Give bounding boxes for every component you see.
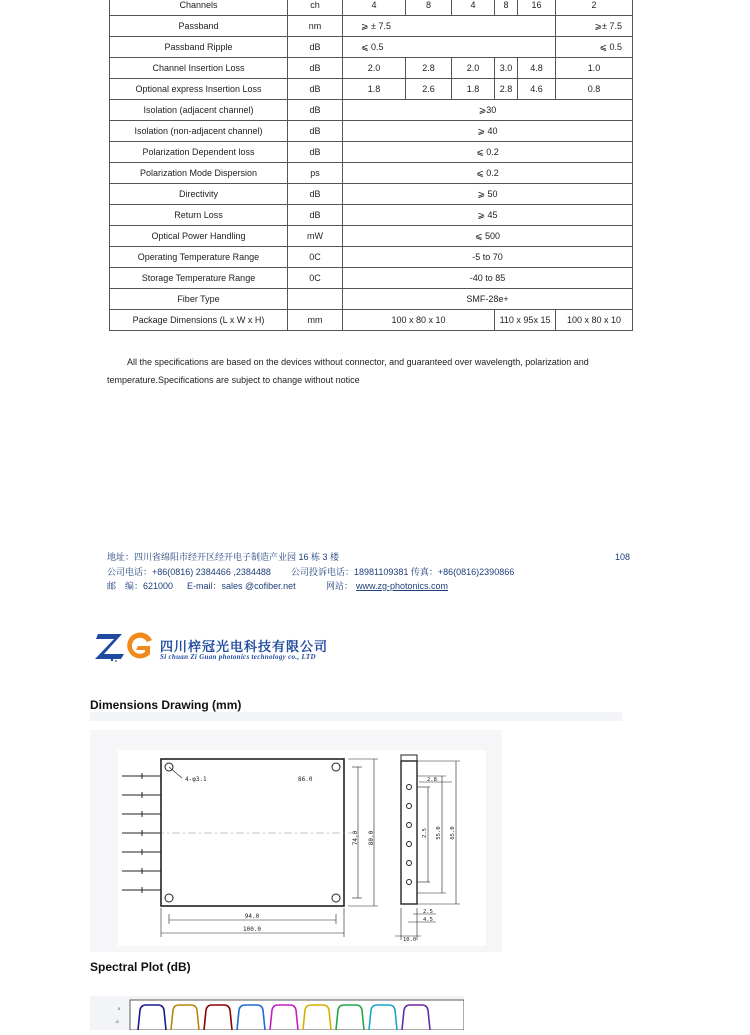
spec-value: ⩾± 7.5 bbox=[556, 16, 633, 37]
spec-row bbox=[110, 289, 633, 310]
spec-row bbox=[110, 58, 633, 79]
dimensions-drawing-panel bbox=[90, 730, 502, 952]
spec-value: 2.6 bbox=[406, 79, 452, 100]
spec-value: -40 to 85 bbox=[343, 268, 633, 289]
spec-unit: mW bbox=[288, 226, 343, 247]
spec-row bbox=[110, 226, 633, 247]
spec-value: 0.8 bbox=[556, 79, 633, 100]
outer-height-label: 80.0 bbox=[368, 830, 375, 846]
footer-email: E-mail：sales @cofiber.net bbox=[187, 581, 296, 591]
spec-value: 100 x 80 x 10 bbox=[556, 310, 633, 331]
spec-row bbox=[110, 100, 633, 121]
spec-unit: dB bbox=[288, 205, 343, 226]
spec-value: 2.8 bbox=[495, 79, 518, 100]
spec-unit bbox=[288, 289, 343, 310]
thick-b-label: 4.5 bbox=[423, 917, 433, 923]
spec-row bbox=[110, 142, 633, 163]
footer-phone: 公司电话：+86(0816) 2384466 ,2384488 bbox=[107, 567, 271, 577]
spec-row bbox=[110, 247, 633, 268]
side-c-label: 2.5 bbox=[422, 828, 428, 838]
spec-value: 1.0 bbox=[556, 58, 633, 79]
spec-param: Optional express Insertion Loss bbox=[110, 79, 288, 100]
spec-param: Polarization Dependent loss bbox=[110, 142, 288, 163]
spectral-plot-panel bbox=[90, 996, 464, 1030]
spec-value: 3.0 bbox=[495, 58, 518, 79]
spec-unit: dB bbox=[288, 58, 343, 79]
spec-row bbox=[110, 37, 633, 58]
company-logo-icon bbox=[94, 630, 156, 662]
spec-param: Channel Insertion Loss bbox=[110, 58, 288, 79]
spec-value: ⩾ 50 bbox=[343, 184, 633, 205]
spec-value: ⩽ 0.2 bbox=[343, 142, 633, 163]
spec-value: 16 bbox=[518, 0, 556, 16]
spectral-plot bbox=[90, 996, 464, 1030]
side-b-label: 65.0 bbox=[450, 826, 456, 840]
spec-value: 4.8 bbox=[518, 58, 556, 79]
spec-row bbox=[110, 16, 633, 37]
spec-unit: dB bbox=[288, 121, 343, 142]
spec-row bbox=[110, 163, 633, 184]
footer-website-link[interactable]: www.zg-photonics.com bbox=[356, 581, 449, 591]
spec-param: Isolation (adjacent channel) bbox=[110, 100, 288, 121]
spec-row bbox=[110, 79, 633, 100]
spec-param: Directivity bbox=[110, 184, 288, 205]
dimensions-drawing bbox=[90, 730, 502, 952]
svg-text:-5: -5 bbox=[115, 1019, 119, 1024]
spec-value: 110 x 95x 15 bbox=[495, 310, 556, 331]
dimensions-title: Dimensions Drawing (mm) bbox=[90, 698, 242, 712]
spec-value: ⩾ 45 bbox=[343, 205, 633, 226]
spec-unit: ch bbox=[288, 0, 343, 16]
spectral-title: Spectral Plot (dB) bbox=[90, 960, 191, 974]
spec-value: ⩾ 40 bbox=[343, 121, 633, 142]
spec-unit: ps bbox=[288, 163, 343, 184]
spec-param: Package Dimensions (L x W x H) bbox=[110, 310, 288, 331]
spec-value: 1.8 bbox=[452, 79, 495, 100]
spec-value: ⩽ 0.5 bbox=[556, 37, 633, 58]
spec-value: -5 to 70 bbox=[343, 247, 633, 268]
spec-value: 2.8 bbox=[406, 58, 452, 79]
spec-param: Passband Ripple bbox=[110, 37, 288, 58]
spec-unit: dB bbox=[288, 184, 343, 205]
spec-value: ⩽ 500 bbox=[343, 226, 633, 247]
spec-value: 2 bbox=[556, 0, 633, 16]
spec-value: 100 x 80 x 10 bbox=[343, 310, 495, 331]
spec-param: Channels bbox=[110, 0, 288, 16]
inner-width-label: 94.0 bbox=[244, 913, 260, 920]
spec-param: Optical Power Handling bbox=[110, 226, 288, 247]
spec-unit: dB bbox=[288, 79, 343, 100]
spec-value: 4 bbox=[343, 0, 406, 16]
spec-param: Isolation (non-adjacent channel) bbox=[110, 121, 288, 142]
spec-note-line2: temperature.Specifications are subject to change without notice bbox=[107, 375, 360, 385]
spec-row bbox=[110, 0, 633, 16]
spec-unit: dB bbox=[288, 100, 343, 121]
side-a-label: 55.0 bbox=[436, 826, 442, 840]
footer-complaint: 公司投诉电话：18981109381 传真：+86(0816)2390866 bbox=[291, 567, 515, 577]
spec-value: ⩽ 0.2 bbox=[343, 163, 633, 184]
spec-value: SMF-28e+ bbox=[343, 289, 633, 310]
spec-unit: nm bbox=[288, 16, 343, 37]
footer-website-label: 网站： bbox=[326, 581, 354, 591]
spec-value: 1.8 bbox=[343, 79, 406, 100]
spec-value: 2.0 bbox=[343, 58, 406, 79]
pitch-label: 86.0 bbox=[298, 776, 313, 783]
spec-row bbox=[110, 310, 633, 331]
spec-param: Return Loss bbox=[110, 205, 288, 226]
spec-unit: dB bbox=[288, 142, 343, 163]
spec-value: 8 bbox=[495, 0, 518, 16]
outer-width-label: 100.0 bbox=[242, 926, 262, 933]
spec-row bbox=[110, 121, 633, 142]
spec-value: ⩾30 bbox=[343, 100, 633, 121]
svg-text:0: 0 bbox=[118, 1006, 121, 1011]
spec-value: 4.6 bbox=[518, 79, 556, 100]
spec-param: Fiber Type bbox=[110, 289, 288, 310]
spec-param: Storage Temperature Range bbox=[110, 268, 288, 289]
page-number: 108 bbox=[615, 552, 631, 562]
spec-note-line1: All the specifications are based on the devices without connector, and guaranteed over wavelength, polarization and bbox=[127, 357, 589, 367]
footer-postcode: 邮 编：621000 bbox=[107, 581, 174, 591]
spec-unit: dB bbox=[288, 37, 343, 58]
spec-row bbox=[110, 184, 633, 205]
spec-param: Operating Temperature Range bbox=[110, 247, 288, 268]
spec-value: 8 bbox=[406, 0, 452, 16]
spec-value: ⩾ ± 7.5 bbox=[343, 16, 556, 37]
company-name-en: Si chuan Zi Guan photonics technology co., LTD bbox=[160, 653, 316, 661]
hole-label: 4-φ3.1 bbox=[185, 776, 207, 783]
inner-height-label: 74.0 bbox=[352, 830, 359, 846]
side-pitch-label: 2.8 bbox=[427, 777, 437, 783]
spec-unit: mm bbox=[288, 310, 343, 331]
title-underline-shade bbox=[90, 712, 622, 721]
spec-unit: 0C bbox=[288, 247, 343, 268]
spec-param: Passband bbox=[110, 16, 288, 37]
company-name-cn: 四川梓冠光电科技有限公司 bbox=[160, 640, 329, 655]
spec-value: ⩽ 0.5 bbox=[343, 37, 556, 58]
spec-value: 2.0 bbox=[452, 58, 495, 79]
spec-row bbox=[110, 205, 633, 226]
thick-c-label: 10.0 bbox=[403, 937, 417, 943]
spec-table bbox=[109, 0, 633, 331]
spec-param: Polarization Mode Dispersion bbox=[110, 163, 288, 184]
thick-a-label: 2.5 bbox=[423, 909, 433, 915]
spec-unit: 0C bbox=[288, 268, 343, 289]
spec-value: 4 bbox=[452, 0, 495, 16]
spec-row bbox=[110, 268, 633, 289]
footer-address: 地址：四川省绵阳市经开区经开电子制造产业园 16 栋 3 楼 bbox=[107, 552, 340, 562]
